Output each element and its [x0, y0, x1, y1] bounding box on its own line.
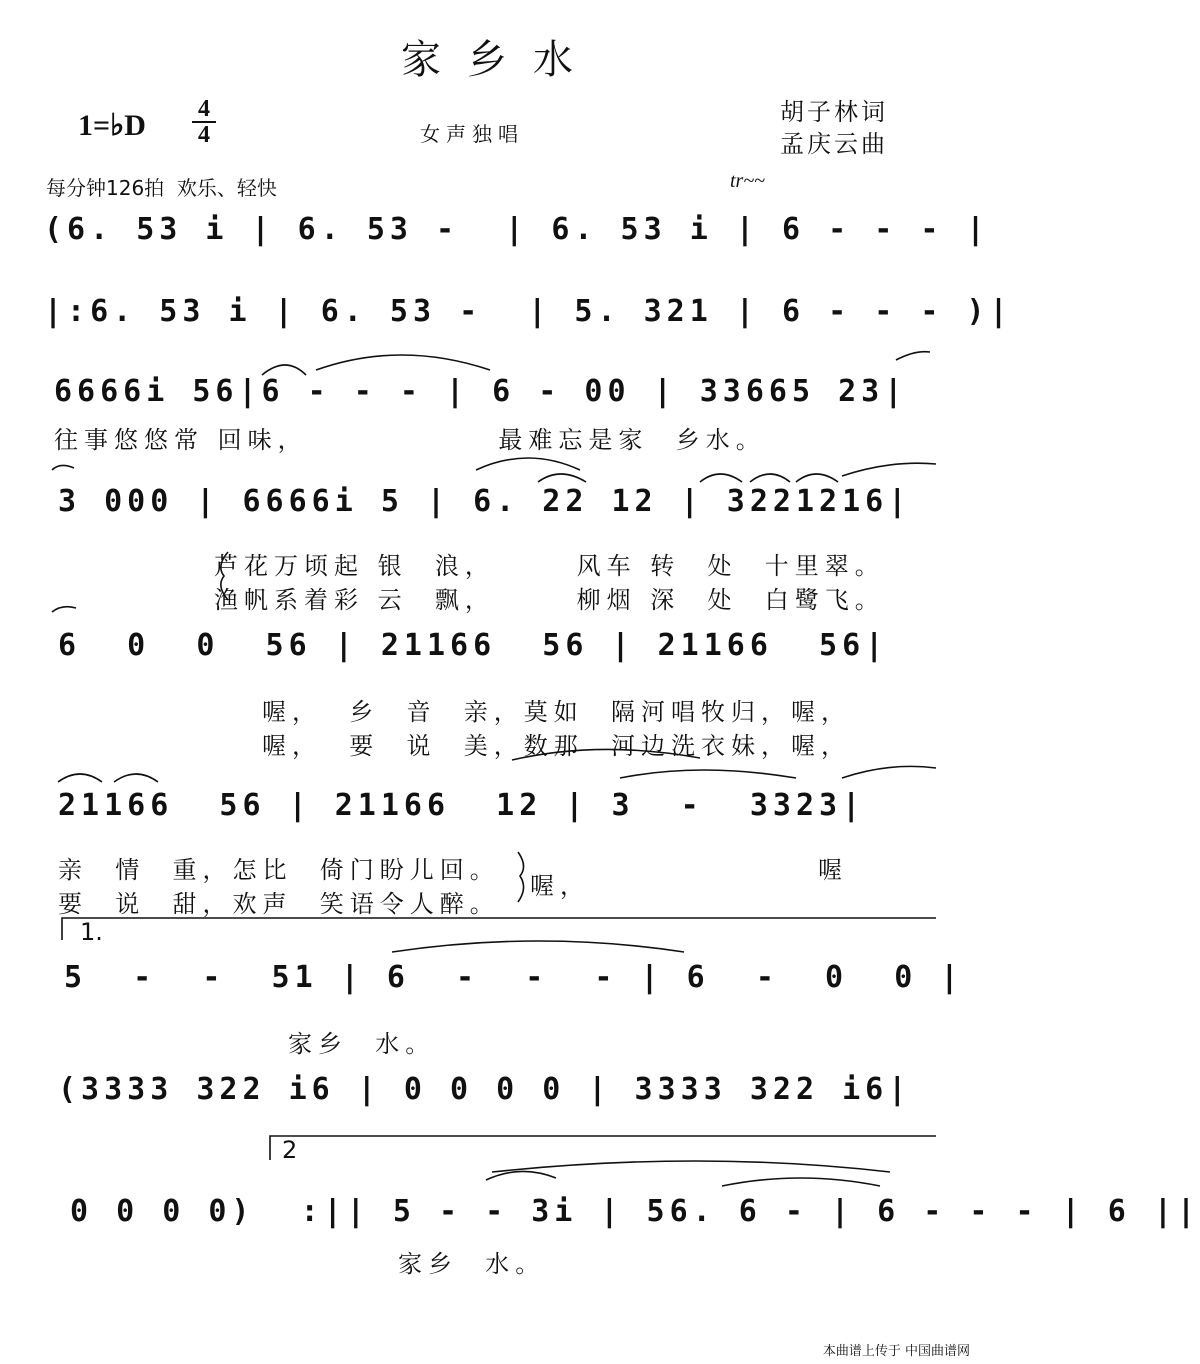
notation-line-1: (6. 53 i | 6. 53 - | 6. 53 i | 6 - - - | — [44, 212, 990, 247]
lyric-line-6-verse-2: 要 说 甜，欢声 笑语令人醉。 — [58, 890, 500, 918]
lyric-line-3: 往事悠悠常 回味， 最难忘是家 乡水。 — [54, 426, 766, 454]
trill-mark: tr~~ — [730, 170, 765, 192]
composer-credit: 孟庆云曲 — [780, 130, 888, 158]
lyric-line-9: 家乡 水。 — [398, 1250, 546, 1278]
lyric-line-5-verse-1: 喔， 乡 音 亲，莫如 隔河唱牧归，喔， — [262, 698, 852, 726]
footer-credit: 本曲谱上传于 中国曲谱网 — [822, 1344, 970, 1359]
lyric-line-7: 家乡 水。 — [288, 1030, 436, 1058]
lyric-line-6-verse-1: 亲 情 重，怎比 倚门盼儿回。 — [58, 856, 500, 884]
notation-line-2: |:6. 53 i | 6. 53 - | 5. 321 | 6 - - - )| — [44, 294, 1013, 329]
notation-line-3: 6666i 56|6 - - - | 6 - 00 | 33665 23| — [54, 374, 908, 409]
song-title: 家乡水 — [401, 37, 599, 83]
notation-line-8: (3333 322 i6 | 0 0 0 0 | 3333 322 i6| — [58, 1072, 912, 1107]
notation-line-7: 5 - - 51 | 6 - - - | 6 - 0 0 | — [64, 960, 964, 995]
lyric-line-4-verse-1: 芦花万顷起 银 浪， 风车 转 处 十里翠。 — [214, 552, 885, 580]
first-ending-mark: 1. — [80, 918, 103, 946]
second-ending-mark: 2 — [282, 1136, 298, 1164]
notation-line-6: 21166 56 | 21166 12 | 3 - 3323| — [58, 788, 866, 823]
lyric-line-5-verse-2: 喔， 要 说 美，数那 河边洗衣妹，喔， — [262, 732, 852, 760]
performer-note: 女声独唱 — [420, 122, 524, 146]
tempo-marking: 每分钟126拍 欢乐、轻快 — [46, 176, 277, 200]
lyricist-credit: 胡子林词 — [780, 98, 888, 126]
key-signature: 1=♭D — [78, 109, 146, 142]
meter-top: 4 — [198, 96, 210, 122]
lyric-line-4-verse-2: 渔帆系着彩 云 飘， 柳烟 深 处 白鹭飞。 — [214, 586, 885, 614]
notation-line-4: 3 000 | 6666i 5 | 6. 22 12 | 3221216| — [58, 484, 912, 519]
lyric-line-6-interjection: 喔， — [530, 872, 590, 900]
notation-line-5: 6 0 0 56 | 21166 56 | 21166 56| — [58, 628, 889, 663]
meter-bottom: 4 — [198, 122, 210, 148]
notation-line-9: 0 0 0 0) :|| 5 - - 3i | 56. 6 - | 6 - - - | 6 || — [70, 1194, 1200, 1229]
lyric-line-6-end: 喔 — [818, 856, 848, 884]
